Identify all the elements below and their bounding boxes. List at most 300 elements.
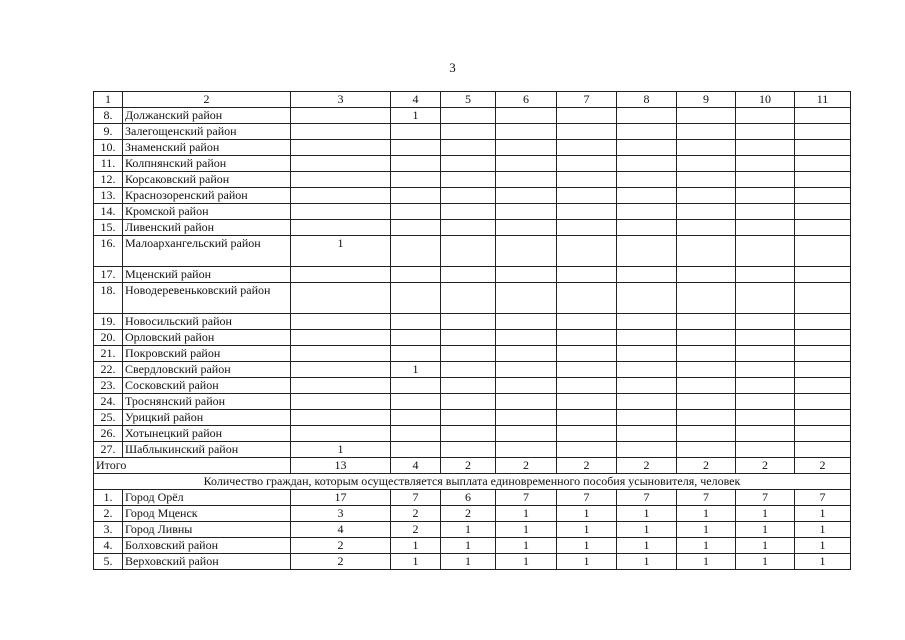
value-cell: 7 <box>617 490 677 506</box>
value-cell <box>441 442 496 458</box>
value-cell: 1 <box>391 362 441 378</box>
value-cell <box>677 346 736 362</box>
value-cell <box>677 330 736 346</box>
value-cell <box>736 346 795 362</box>
value-cell <box>391 410 441 426</box>
table-row <box>94 538 851 554</box>
value-cell <box>391 442 441 458</box>
page-number: 3 <box>449 60 456 75</box>
value-cell <box>391 314 441 330</box>
value-cell <box>441 204 496 220</box>
district-name: Мценский район <box>123 267 291 283</box>
value-cell <box>441 267 496 283</box>
value-cell <box>496 156 557 172</box>
total-value: 2 <box>496 458 557 474</box>
value-cell: 1 <box>736 554 795 570</box>
value-cell <box>677 362 736 378</box>
value-cell <box>617 410 677 426</box>
value-cell: 1 <box>291 236 391 267</box>
value-cell: 1 <box>617 538 677 554</box>
district-name: Шаблыкинский район <box>123 442 291 458</box>
value-cell <box>736 188 795 204</box>
value-cell <box>291 362 391 378</box>
district-name: Залегощенский район <box>123 124 291 140</box>
value-cell <box>496 362 557 378</box>
row-number: 13. <box>94 188 123 204</box>
row-number: 5. <box>94 554 123 570</box>
table-row <box>94 204 851 220</box>
value-cell: 1 <box>736 522 795 538</box>
row-number: 24. <box>94 394 123 410</box>
district-name: Болховский район <box>123 538 291 554</box>
value-cell <box>736 410 795 426</box>
value-cell <box>617 156 677 172</box>
value-cell <box>617 442 677 458</box>
value-cell <box>291 267 391 283</box>
value-cell: 1 <box>617 554 677 570</box>
value-cell: 2 <box>391 506 441 522</box>
header-cell: 9 <box>677 92 736 108</box>
value-cell <box>736 283 795 314</box>
value-cell: 7 <box>391 490 441 506</box>
value-cell <box>557 156 617 172</box>
value-cell <box>617 362 677 378</box>
value-cell <box>557 140 617 156</box>
table-row <box>94 236 851 267</box>
district-name: Верховский район <box>123 554 291 570</box>
district-name: Город Ливны <box>123 522 291 538</box>
value-cell <box>441 236 496 267</box>
total-value: 2 <box>557 458 617 474</box>
value-cell <box>617 204 677 220</box>
value-cell <box>795 204 851 220</box>
value-cell <box>496 314 557 330</box>
value-cell <box>677 314 736 330</box>
value-cell <box>617 330 677 346</box>
value-cell <box>736 314 795 330</box>
table-row <box>94 554 851 570</box>
row-number: 16. <box>94 236 123 267</box>
value-cell: 7 <box>677 490 736 506</box>
data-table <box>93 91 851 570</box>
value-cell <box>441 140 496 156</box>
value-cell <box>736 362 795 378</box>
table-row <box>94 522 851 538</box>
value-cell <box>557 362 617 378</box>
value-cell <box>557 378 617 394</box>
value-cell <box>795 140 851 156</box>
value-cell <box>557 442 617 458</box>
value-cell <box>617 378 677 394</box>
row-number: 23. <box>94 378 123 394</box>
value-cell <box>496 204 557 220</box>
value-cell <box>441 426 496 442</box>
total-value: 2 <box>441 458 496 474</box>
value-cell: 1 <box>677 506 736 522</box>
table-row <box>94 394 851 410</box>
value-cell: 1 <box>795 538 851 554</box>
value-cell <box>391 283 441 314</box>
value-cell <box>496 442 557 458</box>
row-number: 1. <box>94 490 123 506</box>
district-name: Орловский район <box>123 330 291 346</box>
section-title: Количество граждан, которым осуществляется выплата единовременного пособия усыновителя, человек <box>94 474 851 490</box>
header-cell: 1 <box>94 92 123 108</box>
total-value: 2 <box>795 458 851 474</box>
district-name: Новосильский район <box>123 314 291 330</box>
value-cell: 1 <box>496 554 557 570</box>
value-cell: 1 <box>617 522 677 538</box>
value-cell <box>617 140 677 156</box>
table-row <box>94 172 851 188</box>
value-cell <box>557 330 617 346</box>
value-cell <box>677 220 736 236</box>
table-row <box>94 188 851 204</box>
table-row <box>94 410 851 426</box>
row-number: 12. <box>94 172 123 188</box>
value-cell <box>391 236 441 267</box>
value-cell: 6 <box>441 490 496 506</box>
row-number: 15. <box>94 220 123 236</box>
value-cell: 1 <box>496 522 557 538</box>
value-cell <box>677 394 736 410</box>
row-number: 4. <box>94 538 123 554</box>
value-cell: 1 <box>441 522 496 538</box>
district-name: Краснозоренский район <box>123 188 291 204</box>
value-cell <box>617 108 677 124</box>
value-cell <box>795 172 851 188</box>
value-cell <box>496 188 557 204</box>
district-name: Хотынецкий район <box>123 426 291 442</box>
value-cell <box>795 220 851 236</box>
header-row <box>94 92 851 108</box>
total-value: 2 <box>617 458 677 474</box>
value-cell <box>291 172 391 188</box>
row-number: 26. <box>94 426 123 442</box>
table-row <box>94 267 851 283</box>
value-cell <box>795 267 851 283</box>
value-cell: 17 <box>291 490 391 506</box>
value-cell <box>391 156 441 172</box>
value-cell <box>677 267 736 283</box>
district-name: Ливенский район <box>123 220 291 236</box>
row-number: 22. <box>94 362 123 378</box>
value-cell <box>496 378 557 394</box>
header-cell: 4 <box>391 92 441 108</box>
value-cell <box>391 220 441 236</box>
district-name: Город Орёл <box>123 490 291 506</box>
value-cell: 1 <box>795 522 851 538</box>
value-cell <box>736 426 795 442</box>
row-number: 10. <box>94 140 123 156</box>
value-cell <box>677 124 736 140</box>
value-cell <box>291 330 391 346</box>
value-cell <box>496 140 557 156</box>
district-name: Корсаковский район <box>123 172 291 188</box>
value-cell <box>617 220 677 236</box>
row-number: 3. <box>94 522 123 538</box>
value-cell: 2 <box>291 554 391 570</box>
value-cell: 1 <box>496 506 557 522</box>
row-number: 27. <box>94 442 123 458</box>
value-cell: 1 <box>441 554 496 570</box>
value-cell <box>557 108 617 124</box>
value-cell <box>441 220 496 236</box>
value-cell <box>617 124 677 140</box>
value-cell: 7 <box>557 490 617 506</box>
value-cell <box>677 108 736 124</box>
value-cell <box>441 362 496 378</box>
value-cell <box>736 156 795 172</box>
value-cell <box>557 220 617 236</box>
value-cell <box>617 236 677 267</box>
value-cell: 1 <box>557 554 617 570</box>
table-row <box>94 283 851 314</box>
district-name: Троснянский район <box>123 394 291 410</box>
value-cell <box>441 124 496 140</box>
value-cell <box>677 426 736 442</box>
value-cell <box>677 140 736 156</box>
value-cell <box>496 410 557 426</box>
row-number: 25. <box>94 410 123 426</box>
value-cell: 1 <box>795 506 851 522</box>
table-row <box>94 108 851 124</box>
value-cell <box>291 283 391 314</box>
value-cell <box>677 378 736 394</box>
value-cell <box>795 410 851 426</box>
table-row <box>94 124 851 140</box>
value-cell <box>736 108 795 124</box>
value-cell: 1 <box>677 554 736 570</box>
value-cell: 1 <box>291 442 391 458</box>
row-number: 11. <box>94 156 123 172</box>
value-cell: 1 <box>677 522 736 538</box>
total-value: 13 <box>291 458 391 474</box>
value-cell <box>795 283 851 314</box>
value-cell <box>291 394 391 410</box>
value-cell <box>795 346 851 362</box>
value-cell <box>795 378 851 394</box>
value-cell <box>496 172 557 188</box>
value-cell <box>496 124 557 140</box>
row-number: 14. <box>94 204 123 220</box>
value-cell: 1 <box>391 108 441 124</box>
total-row <box>94 458 851 474</box>
district-name: Колпнянский район <box>123 156 291 172</box>
value-cell <box>391 204 441 220</box>
district-name: Сосковский район <box>123 378 291 394</box>
value-cell <box>795 330 851 346</box>
district-name: Малоархангельский район <box>123 236 291 267</box>
value-cell <box>291 140 391 156</box>
value-cell <box>391 124 441 140</box>
value-cell <box>795 124 851 140</box>
value-cell <box>391 188 441 204</box>
value-cell: 7 <box>496 490 557 506</box>
value-cell <box>557 283 617 314</box>
value-cell <box>291 124 391 140</box>
value-cell <box>617 283 677 314</box>
value-cell <box>736 236 795 267</box>
value-cell <box>617 346 677 362</box>
value-cell: 1 <box>795 554 851 570</box>
value-cell <box>441 156 496 172</box>
section-row <box>94 474 851 490</box>
value-cell <box>795 426 851 442</box>
value-cell <box>677 156 736 172</box>
value-cell <box>391 426 441 442</box>
value-cell <box>496 283 557 314</box>
value-cell <box>441 172 496 188</box>
district-name: Город Мценск <box>123 506 291 522</box>
table-row <box>94 426 851 442</box>
value-cell <box>391 330 441 346</box>
value-cell: 1 <box>617 506 677 522</box>
value-cell: 1 <box>496 538 557 554</box>
total-value: 2 <box>736 458 795 474</box>
row-number: 19. <box>94 314 123 330</box>
value-cell: 2 <box>291 538 391 554</box>
value-cell: 7 <box>736 490 795 506</box>
value-cell <box>617 394 677 410</box>
value-cell <box>291 378 391 394</box>
value-cell <box>496 330 557 346</box>
district-name: Урицкий район <box>123 410 291 426</box>
value-cell <box>391 172 441 188</box>
value-cell <box>441 108 496 124</box>
header-cell: 6 <box>496 92 557 108</box>
value-cell <box>617 188 677 204</box>
value-cell <box>677 188 736 204</box>
value-cell <box>617 172 677 188</box>
value-cell <box>736 394 795 410</box>
value-cell: 4 <box>291 522 391 538</box>
value-cell: 1 <box>677 538 736 554</box>
value-cell: 3 <box>291 506 391 522</box>
value-cell <box>557 172 617 188</box>
row-number: 9. <box>94 124 123 140</box>
total-label: Итого <box>94 458 291 474</box>
value-cell <box>291 204 391 220</box>
value-cell <box>736 442 795 458</box>
value-cell <box>557 188 617 204</box>
value-cell <box>677 236 736 267</box>
total-value: 2 <box>677 458 736 474</box>
value-cell <box>617 314 677 330</box>
value-cell <box>677 172 736 188</box>
header-cell: 7 <box>557 92 617 108</box>
row-number: 17. <box>94 267 123 283</box>
row-number: 8. <box>94 108 123 124</box>
table-row <box>94 140 851 156</box>
value-cell: 1 <box>441 538 496 554</box>
value-cell <box>391 378 441 394</box>
value-cell <box>795 314 851 330</box>
value-cell <box>291 108 391 124</box>
value-cell <box>677 442 736 458</box>
table-row <box>94 156 851 172</box>
value-cell <box>291 188 391 204</box>
value-cell <box>291 410 391 426</box>
district-name: Новодеревеньковский район <box>123 283 291 314</box>
value-cell: 1 <box>557 506 617 522</box>
value-cell <box>441 188 496 204</box>
table-row <box>94 330 851 346</box>
table-row <box>94 346 851 362</box>
value-cell <box>496 267 557 283</box>
value-cell <box>557 426 617 442</box>
table-row <box>94 220 851 236</box>
table-row <box>94 378 851 394</box>
row-number: 18. <box>94 283 123 314</box>
table-row <box>94 506 851 522</box>
value-cell <box>557 314 617 330</box>
value-cell <box>736 267 795 283</box>
district-name: Должанский район <box>123 108 291 124</box>
value-cell: 7 <box>795 490 851 506</box>
value-cell: 1 <box>736 538 795 554</box>
value-cell <box>557 410 617 426</box>
value-cell <box>391 394 441 410</box>
header-cell: 2 <box>123 92 291 108</box>
value-cell <box>557 267 617 283</box>
value-cell <box>291 314 391 330</box>
header-cell: 3 <box>291 92 391 108</box>
value-cell <box>291 426 391 442</box>
district-name: Кромской район <box>123 204 291 220</box>
row-number: 2. <box>94 506 123 522</box>
value-cell <box>795 156 851 172</box>
value-cell <box>736 220 795 236</box>
value-cell <box>391 346 441 362</box>
value-cell <box>795 442 851 458</box>
value-cell <box>441 410 496 426</box>
row-number: 21. <box>94 346 123 362</box>
value-cell <box>496 346 557 362</box>
table-row <box>94 362 851 378</box>
value-cell <box>441 314 496 330</box>
value-cell <box>736 172 795 188</box>
value-cell <box>557 346 617 362</box>
value-cell <box>795 108 851 124</box>
value-cell <box>557 204 617 220</box>
value-cell <box>496 108 557 124</box>
value-cell: 1 <box>736 506 795 522</box>
value-cell <box>617 267 677 283</box>
value-cell <box>736 204 795 220</box>
value-cell <box>291 156 391 172</box>
value-cell: 1 <box>557 538 617 554</box>
value-cell <box>291 220 391 236</box>
value-cell: 2 <box>391 522 441 538</box>
value-cell <box>441 283 496 314</box>
value-cell <box>291 346 391 362</box>
table-row <box>94 314 851 330</box>
header-cell: 8 <box>617 92 677 108</box>
value-cell <box>795 394 851 410</box>
value-cell <box>795 236 851 267</box>
value-cell <box>557 394 617 410</box>
value-cell <box>617 426 677 442</box>
value-cell <box>441 378 496 394</box>
value-cell <box>391 267 441 283</box>
table-row <box>94 442 851 458</box>
value-cell: 1 <box>557 522 617 538</box>
value-cell: 2 <box>441 506 496 522</box>
value-cell <box>391 140 441 156</box>
value-cell <box>496 426 557 442</box>
value-cell: 1 <box>391 538 441 554</box>
